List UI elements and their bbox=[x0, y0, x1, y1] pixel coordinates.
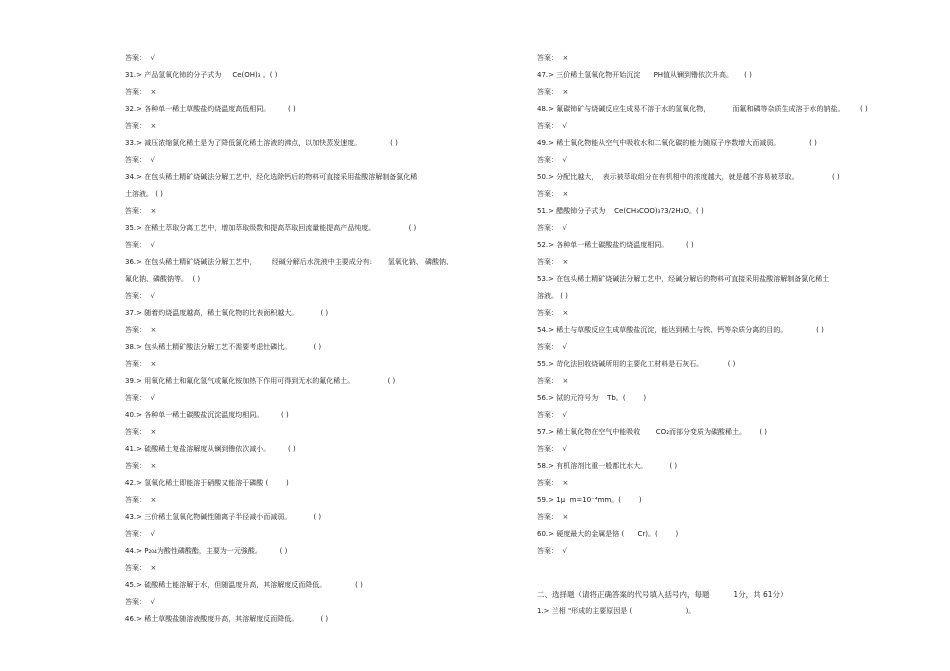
question-line: 43.> 三价稀土氢氧化物碱性随离子半径减小而减弱。 ( ) bbox=[125, 513, 322, 521]
question-line: 48.> 氟碳铈矿与烧碱反应生成易不溶于水的氢氧化物， 而氟和磷等杂质生成溶于水的钠盐。 ( ) bbox=[537, 105, 868, 113]
question-line: 37.> 随着灼烧温度越高，稀土氧化物的比表面积越大。 ( ) bbox=[125, 309, 329, 317]
question-line: 35.> 在稀土萃取分离工艺中，增加萃取级数和提高萃取回流量能提高产品纯度。 ( ) bbox=[125, 224, 417, 232]
question-line: 56.> 铽的元符号为 Tb。( ) bbox=[537, 394, 647, 402]
question-line: 39.> 用氧化稀土和氟化氢气或氟化铵加热下作用可得到无水的氟化稀土。 ( ) bbox=[125, 377, 396, 385]
answer-line: 答案： × bbox=[537, 88, 569, 96]
answer-line: 答案： × bbox=[537, 258, 569, 266]
right-column bbox=[537, 50, 897, 620]
question-line: 32.> 各种单一稀土草酸盐灼烧温度高低相同。 ( ) bbox=[125, 105, 296, 113]
question-line: 1.> 兰相 "形成的主要原因是 ( )。 bbox=[537, 607, 696, 615]
answer-line: 答案： √ bbox=[125, 156, 155, 164]
question-line: 47.> 三价稀土氢氧化物开始沉淀 PH值从镧到镥依次升高。 ( ) bbox=[537, 71, 752, 79]
question-line: 38.> 包头稀土精矿酸法分解工艺不需要考虑钍磷比。 ( ) bbox=[125, 343, 322, 351]
answer-line: 答案： √ bbox=[537, 156, 567, 164]
question-line: 53.> 在包头稀土精矿烧碱法分解工艺中，经碱分解后的物料可直接采用盐酸溶解制备氯化稀土 bbox=[537, 275, 830, 283]
question-line: 41.> 硫酸稀土复盐溶解度从镧到镥依次减小。 ( ) bbox=[125, 445, 296, 453]
answer-line: 答案： √ bbox=[537, 411, 567, 419]
question-line: 33.> 减压浓缩氯化稀土是为了降低氯化稀土溶液的沸点，以加快蒸发速度。 ( ) bbox=[125, 139, 398, 147]
question-line: 51.> 醋酸铈分子式为 Ce(CH₃COO)₃?3/2H₂O。( ) bbox=[537, 207, 704, 215]
answer-line: 答案： × bbox=[125, 207, 157, 215]
question-line: 45.> 硫酸稀土能溶解于水，但随温度升高，其溶解度反而降低。 ( ) bbox=[125, 581, 363, 589]
question-line: 55.> 苛化法回收烧碱所用的主要化工材料是石灰石。 ( ) bbox=[537, 360, 736, 368]
answer-line: 答案： × bbox=[125, 122, 157, 130]
answer-line: 答案： √ bbox=[125, 530, 155, 538]
answer-line: 答案： × bbox=[125, 462, 157, 470]
answer-line: 答案： × bbox=[125, 88, 157, 96]
question-line: 46.> 稀土草酸盐随溶液酸度升高，其溶解度反而降低。 ( ) bbox=[125, 615, 329, 623]
answer-line: 答案： × bbox=[537, 190, 569, 198]
answer-line: 答案： × bbox=[537, 513, 569, 521]
question-line: 溶液。 ( ) bbox=[537, 292, 568, 300]
question-line: 34.> 在包头稀土精矿烧碱法分解工艺中，经化选除钙后的物料可直接采用盐酸溶解制备氯化稀 bbox=[125, 173, 418, 181]
answer-line: 答案： √ bbox=[537, 122, 567, 130]
answer-line: 答案： √ bbox=[537, 547, 567, 555]
answer-line: 答案： × bbox=[537, 309, 569, 317]
question-line: 59.> 1μ m=10⁻⁴mm。( ) bbox=[537, 496, 642, 504]
answer-line: 答案： × bbox=[125, 326, 157, 334]
answer-line: 答案： × bbox=[537, 377, 569, 385]
answer-line: 答案： √ bbox=[125, 292, 155, 300]
answer-line: 答案： √ bbox=[125, 241, 155, 249]
answer-line: 答案： √ bbox=[125, 598, 155, 606]
question-line: 54.> 稀土与草酸反应生成草酸盐沉淀，能达到稀土与铁、钙等杂质分离的目的。 ( ) bbox=[537, 326, 824, 334]
spacer bbox=[537, 560, 897, 577]
question-line: 土溶液。 ( ) bbox=[125, 190, 163, 198]
question-line: 40.> 各种单一稀土碳酸盐沉淀温度均相同。 ( ) bbox=[125, 411, 289, 419]
answer-line: 答案： √ bbox=[125, 394, 155, 402]
answer-line: 答案： √ bbox=[537, 445, 567, 453]
question-line: 58.> 有机溶剂比重一般都比水大。 ( ) bbox=[537, 462, 678, 470]
answer-line: 答案： × bbox=[125, 496, 157, 504]
answer-line: 答案： × bbox=[125, 428, 157, 436]
answer-line: 答案： × bbox=[537, 54, 569, 62]
answer-line: 答案： × bbox=[125, 564, 157, 572]
question-line: 57.> 稀土氧化物在空气中能吸收 CO₂而部分变质为碳酸稀土。 ( ) bbox=[537, 428, 768, 436]
question-line: 44.> P₂₀₄为酸性磷酸酯，主要为一元強酸。 ( ) bbox=[125, 547, 288, 555]
question-line: 49.> 稀土氧化物能从空气中吸收水和二氧化碳的能力随原子序数增大而减弱。 ( ) bbox=[537, 139, 817, 147]
answer-line: 答案： √ bbox=[125, 54, 155, 62]
question-line: 52.> 各种单一稀土碳酸盐灼烧温度相同。 ( ) bbox=[537, 241, 694, 249]
question-line: 60.> 硬度最大的金属是铬 ( Cr)。( ) bbox=[537, 530, 679, 538]
question-line: 50.> 分配比越大， 表示被萃取组分在有机相中的浓度越大，就是越不容易被萃取。 ( ) bbox=[537, 173, 840, 181]
answer-line: 答案： √ bbox=[537, 224, 567, 232]
question-line: 氟化钠、磷酸钠等。 ( ) bbox=[125, 275, 201, 283]
question-line: 36.> 在包头稀土精矿烧碱法分解工艺中， 经碱分解后水洗液中主要成分有: 氢氧化钠、 磷酸钠、 bbox=[125, 258, 453, 266]
answer-line: 答案： × bbox=[537, 479, 569, 487]
question-line: 31.> 产品氢氧化铈的分子式为 Ce(OH)₃ 。( ) bbox=[125, 71, 278, 79]
question-line: 42.> 氢氧化稀土即能溶于硝酸又能溶于磷酸 ( ) bbox=[125, 479, 289, 487]
section-heading: 二、选择题（请将正确答案的代号填入括号内，每题 1分，共 61分） bbox=[537, 590, 788, 599]
left-column bbox=[125, 50, 515, 628]
answer-line: 答案： × bbox=[125, 360, 157, 368]
answer-line: 答案： √ bbox=[537, 343, 567, 351]
